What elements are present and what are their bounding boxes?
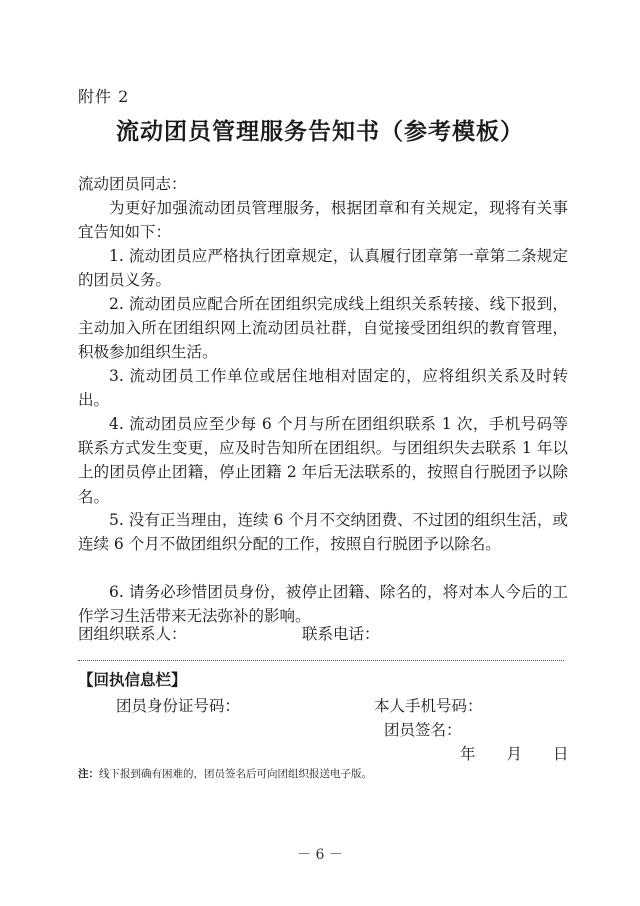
attachment-label: 附件 2 (78, 87, 130, 106)
intro-paragraph: 为更好加强流动团员管理服务，根据团章和有关规定，现将有关事宜告知如下： (78, 199, 568, 242)
item-4: 4. 流动团员应至少每 6 个月与所在团组织联系 1 次，手机号码等联系方式发生变更，应及时告知所在团组织。与团组织失去联系 1 年以上的团员停止团籍，停止团籍 2 年后无法联系的，按照自行脱团予以除名。 (78, 415, 568, 506)
document-title: 流动团员管理服务告知书（参考模板） (116, 118, 524, 145)
mobile-label: 本人手机号码： (374, 697, 483, 715)
item-2: 2. 流动团员应配合所在团组织完成线上组织关系转接、线下报到，主动加入所在团组织网上流动团员社群，自觉接受团组织的教育管理，积极参加组织生活。 (78, 295, 568, 362)
phone-label: 联系电话： (302, 625, 380, 643)
item-6: 6. 请务必珍惜团员身份，被停止团籍、除名的，将对本人今后的工作学习生活带来无法弥补的影响。 (78, 583, 568, 626)
page-number: － 6 － (297, 847, 343, 863)
footnote-text: 线下报到确有困难的，团员签名后可向团组织报送电子版。 (99, 768, 372, 780)
footnote-prefix: 注： (78, 768, 99, 780)
date-label: 年 月 日 (460, 745, 569, 763)
id-number-label: 团员身份证号码： (116, 697, 241, 715)
org-contact-label: 团组织联系人： (78, 625, 187, 643)
item-1: 1. 流动团员应严格执行团章规定，认真履行团章第一章第二条规定的团员义务。 (78, 247, 568, 290)
item-3: 3. 流动团员工作单位或居住地相对固定的，应将组织关系及时转出。 (78, 367, 568, 410)
dotted-divider (78, 660, 564, 661)
signature-label: 团员签名： (384, 721, 462, 739)
item-5: 5. 没有正当理由，连续 6 个月不交纳团费、不过团的组织生活，或连续 6 个月不做团组织分配的工作，按照自行脱团予以除名。 (78, 511, 568, 554)
receipt-title: 【回执信息栏】 (78, 671, 187, 689)
footnote (78, 766, 372, 781)
salutation: 流动团员同志： (78, 175, 187, 193)
